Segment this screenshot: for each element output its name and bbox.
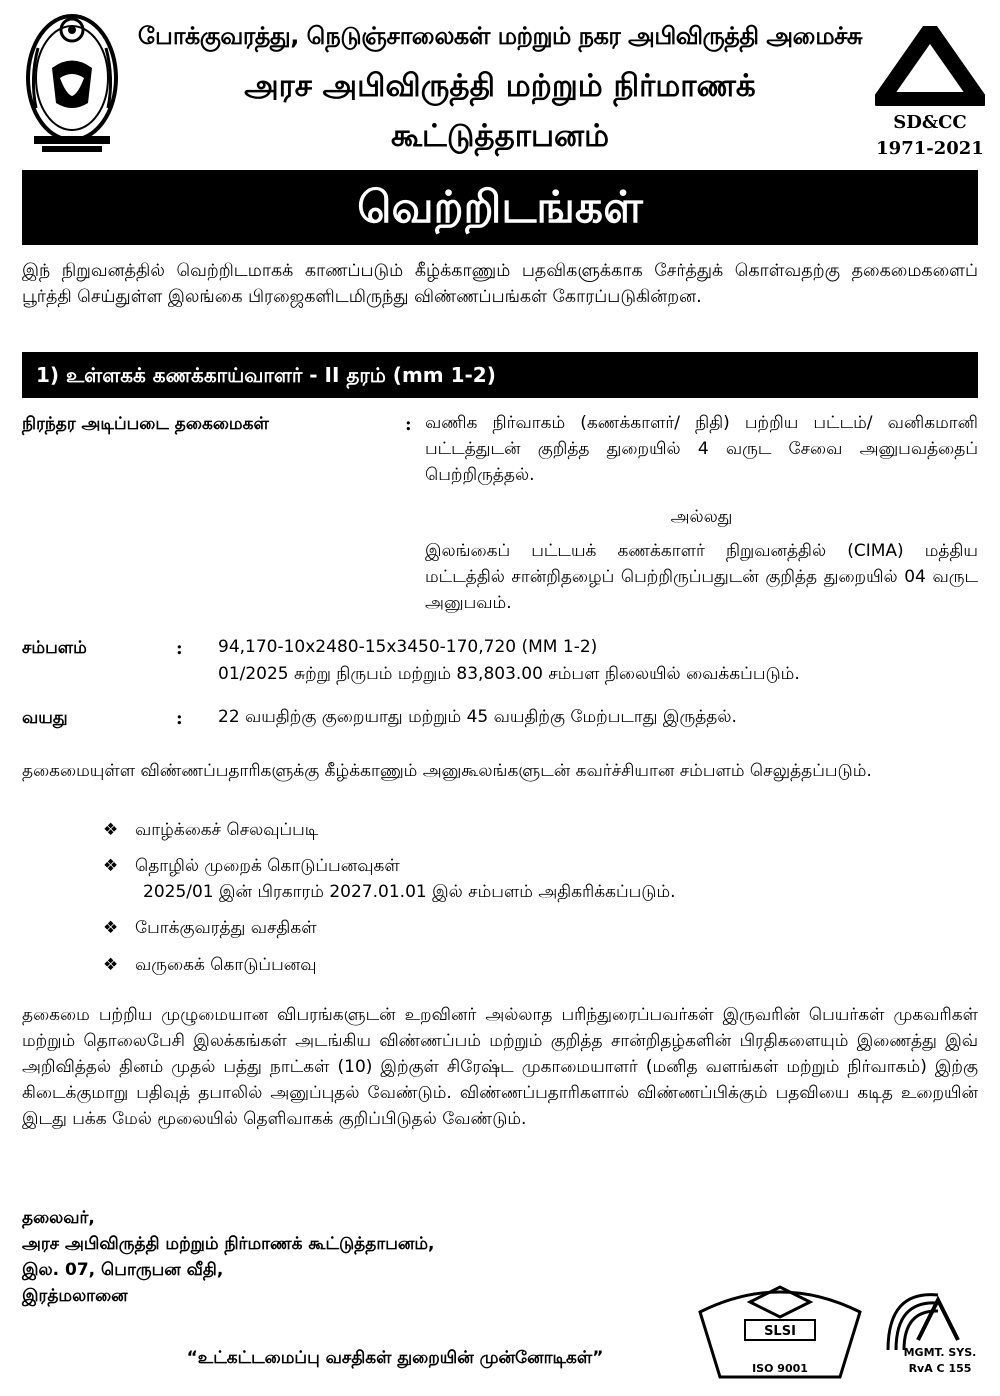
page-title: வெற்றிடங்கள் [22,170,978,245]
address-line-4: இரத்மலானை [22,1286,128,1306]
bullet-icon: ❖ [103,955,119,975]
logo-name: SD&CC [893,112,967,133]
address-line-1: தலைவர், [22,1208,95,1228]
bullet-icon: ❖ [103,820,119,840]
rva-mgmt-sys-logo-icon [878,1280,978,1380]
qualifications-label: நிரந்தர அடிப்படை தகைமைகள் [22,414,269,434]
benefit-sub-text: 2025/01 இன் பிரகாரம் 2027.01.01 இல் சம்பளம் அதிகரிக்கப்படும். [143,882,676,902]
qualification-1: வணிக நிர்வாகம் (கணக்காளர்/ நிதி) பற்றிய பட்டம்/ வனிகமானி பட்டத்துடன் குறித்த துறையில் 4 வருட சேவை அனுபவத்தைப் பெற்றிருத்தல். [425,413,978,485]
benefit-item [103,955,316,977]
sri-lanka-emblem-icon [22,8,122,158]
qualification-or: அல்லது [670,507,733,527]
ministry-name: போக்குவரத்து, நெடுஞ்சாலைகள் மற்றும் நகர அபிவிருத்தி அமைச்சு [137,22,863,50]
address-line-3: இல. 07, பொருபன வீதி, [22,1260,224,1280]
age-colon: : [176,708,183,729]
bullet-icon: ❖ [103,918,119,938]
benefit-text: வாழ்க்கைச் செலவுப்படி [135,820,319,840]
salary-label: சம்பளம் [22,638,87,658]
svg-text:SLSI: SLSI [764,1324,796,1339]
slogan: “உட்கட்டமைப்பு வசதிகள் துறையின் முன்னோடிகள்” [186,1348,604,1368]
age-requirement: 22 வயதிற்கு குறையாது மற்றும் 45 வயதிற்கு மேற்படாது இருத்தல். [218,707,737,727]
sdcc-triangle-logo-icon [875,26,985,106]
salary-note: 01/2025 சுற்று நிருபம் மற்றும் 83,803.00 சம்பள நிலையில் வைக்கப்படும். [218,664,800,684]
slsi-iso-9001-logo-icon [690,1282,870,1382]
benefit-text: வருகைக் கொடுப்பனவு [135,955,317,975]
benefit-item [103,820,318,842]
benefit-item [103,856,400,878]
age-label: வயது [22,708,68,728]
logo-years: 1971-2021 [876,138,984,159]
svg-text:ISO 9001: ISO 9001 [752,1362,808,1375]
svg-text:MGMT. SYS.: MGMT. SYS. [903,1346,977,1359]
benefit-text: போக்குவரத்து வசதிகள் [135,918,317,938]
organization-name-line1: அரச அபிவிருத்தி மற்றும் நிர்மாணக் [244,68,756,104]
benefits-intro: தகைமையுள்ள விண்ணப்பதாரிகளுக்கு கீழ்க்காணும் அனுகூலங்களுடன் கவர்ச்சியான சம்பளம் செலுத்தப்படும். [22,761,872,781]
application-instructions: தகைமை பற்றிய முழுமையான விபரங்களுடன் உறவினர் அல்லாத பரிந்துரைப்பவர்கள் இருவரின் பெயர்கள் முகவரிகள் மற்றும் தொலைபேசி இலக்கங்கள் அடங்கிய விண்ணப்பம் மற்றும் குறித்த சான்றிதழ்களின் பிரதிகளையும் இணைத்து இவ் அறிவித்தல் தினம் முதல் பத்து நாட்கள் (10) இற்குள் சிரேஷ்ட முகாமையாளர் (மனித வளங்கள் மற்றும் நிர்வாகம்) இற்கு கிடைக்குமாறு பதிவுத் தபாலில் அனுப்புதல் வேண்டும். விண்ணப்பதாரிகளால் விண்ணப்பிக்கும் பதவியை கடித உறையின் இடது பக்க மேல் மூலையில் தெளிவாகக் குறிப்பிடுதல் வேண்டும். [22,1005,978,1129]
post-title-bar: 1) உள்ளகக் கணக்காய்வாளர் - II தரம் (mm 1-2) [22,352,978,398]
salary-scale: 94,170-10x2480-15x3450-170,720 (MM 1-2) [218,637,598,657]
header [0,0,1000,170]
salary-colon: : [176,638,183,659]
intro-paragraph: இந் நிறுவனத்தில் வெற்றிடமாகக் காணப்படும் கீழ்க்காணும் பதவிகளுக்காக சேர்த்துக் கொள்வதற்கு தகைமைகளைப் பூர்த்தி செய்துள்ள இலங்கை பிரஜைகளிடமிருந்து விண்ணப்பங்கள் கோரப்படுகின்றன. [22,261,978,307]
organization-name-line2: கூட்டுத்தாபனம் [390,118,610,154]
bullet-icon: ❖ [103,856,119,876]
address-line-2: அரச அபிவிருத்தி மற்றும் நிர்மாணக் கூட்டுத்தாபனம், [22,1234,435,1254]
benefit-item [103,918,317,940]
qualification-2: இலங்கைப் பட்டயக் கணக்காளர் நிறுவனத்தில் (CIMA) மத்திய மட்டத்தில் சான்றிதழைப் பெற்றிருப்பதுடன் குறித்த துறையில் 04 வருட அனுபவம். [425,541,978,613]
qualifications-colon: : [405,414,412,435]
svg-text:RvA C 155: RvA C 155 [908,1362,972,1375]
benefit-text: தொழில் முறைக் கொடுப்பனவுகள் [135,856,400,876]
